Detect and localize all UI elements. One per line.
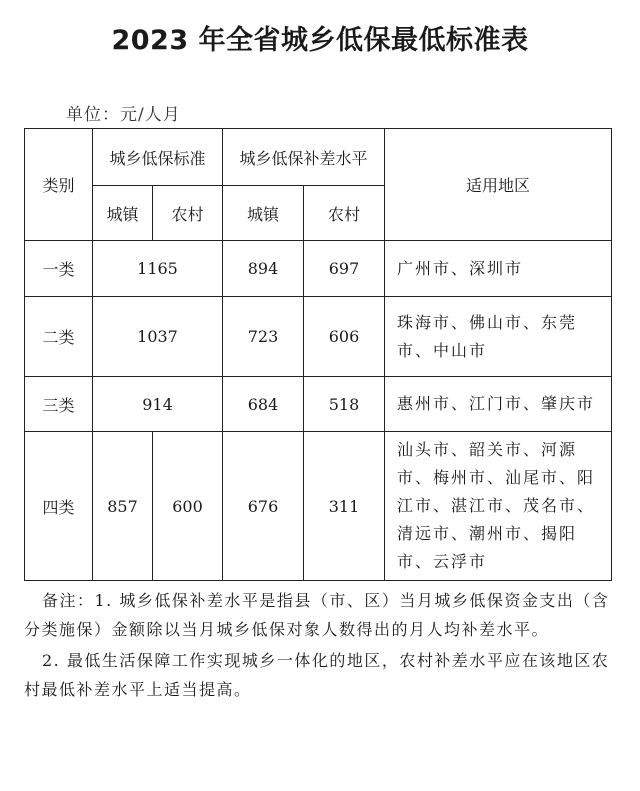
row-category: 四类	[25, 432, 93, 581]
standards-table	[24, 128, 612, 581]
header-standard-rural: 农村	[153, 186, 223, 241]
note-2: 2. 最低生活保障工作实现城乡一体化的地区，农村补差水平应在该地区农村最低补差水平上适当提高。	[24, 651, 610, 699]
row-subsidy-urban: 723	[223, 297, 304, 377]
row-standard: 1037	[93, 297, 223, 377]
row-region: 广州市、深圳市	[385, 241, 612, 297]
notes	[24, 586, 611, 704]
row-subsidy-rural: 311	[304, 432, 385, 581]
header-category: 类别	[25, 129, 93, 241]
header-standard: 城乡低保标准	[93, 129, 223, 186]
header-region: 适用地区	[385, 129, 612, 241]
row-subsidy-rural: 697	[304, 241, 385, 297]
table-row	[25, 297, 612, 377]
row-standard: 914	[93, 377, 223, 432]
header-subsidy: 城乡低保补差水平	[223, 129, 385, 186]
row-standard-rural: 600	[153, 432, 223, 581]
header-subsidy-rural: 农村	[304, 186, 385, 241]
row-subsidy-rural: 606	[304, 297, 385, 377]
row-region: 珠海市、佛山市、东莞市、中山市	[385, 297, 612, 377]
row-standard-urban: 857	[93, 432, 153, 581]
header-standard-urban: 城镇	[93, 186, 153, 241]
page-title: 2023 年全省城乡低保最低标准表	[111, 25, 529, 56]
header-subsidy-urban: 城镇	[223, 186, 304, 241]
row-subsidy-urban: 676	[223, 432, 304, 581]
table-row	[25, 377, 612, 432]
row-category: 三类	[25, 377, 93, 432]
row-category: 一类	[25, 241, 93, 297]
table-row	[25, 241, 612, 297]
row-region: 惠州市、江门市、肇庆市	[385, 377, 612, 432]
note-1: 备注：1. 城乡低保补差水平是指县（市、区）当月城乡低保资金支出（含分类施保）金额除以当月城乡低保对象人数得出的月人均补差水平。	[24, 591, 610, 639]
unit-label: 单位：元/人月	[66, 105, 181, 125]
row-standard: 1165	[93, 241, 223, 297]
table-header-row	[25, 129, 612, 186]
row-category: 二类	[25, 297, 93, 377]
row-region: 汕头市、韶关市、河源市、梅州市、汕尾市、阳江市、湛江市、茂名市、清远市、潮州市、揭阳市、云浮市	[385, 432, 612, 581]
table-row	[25, 432, 612, 581]
row-subsidy-rural: 518	[304, 377, 385, 432]
row-subsidy-urban: 894	[223, 241, 304, 297]
row-subsidy-urban: 684	[223, 377, 304, 432]
